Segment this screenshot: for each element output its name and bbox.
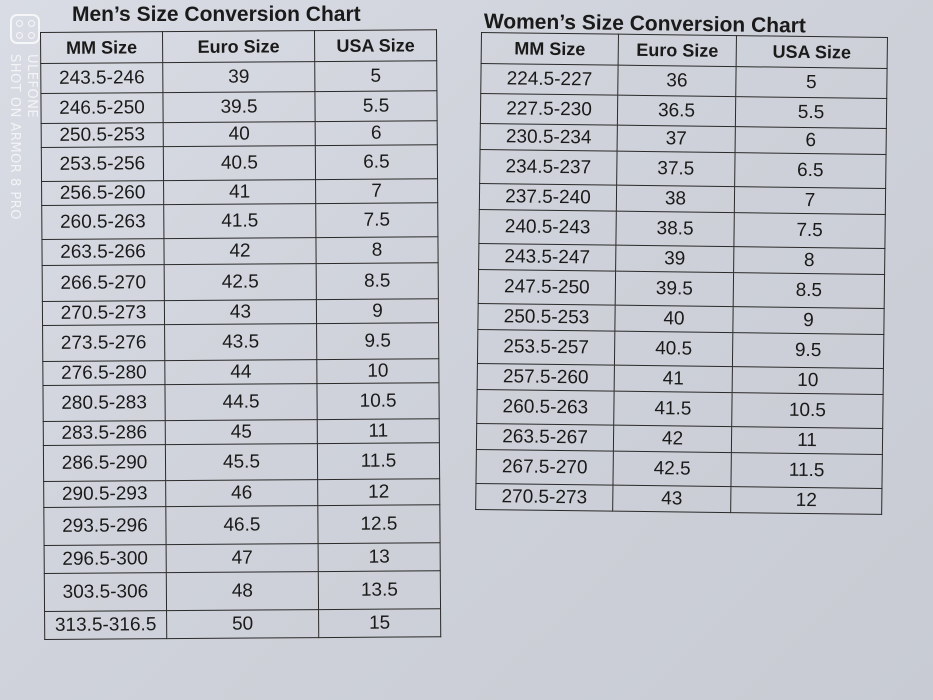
cell-mm: 257.5-260	[477, 363, 614, 391]
table-row	[480, 94, 886, 129]
cell-mm: 267.5-270	[476, 449, 613, 485]
cell-mm: 260.5-263	[477, 389, 614, 425]
cell-mm: 276.5-280	[43, 361, 165, 386]
watermark-line2: SHOT ON ARMOR 8 PRO	[7, 54, 22, 220]
table-row	[479, 209, 885, 248]
cell-mm: 270.5-273	[476, 483, 613, 511]
table-row	[44, 479, 440, 508]
cell-euro: 44.5	[165, 384, 317, 421]
cell-euro: 43	[613, 485, 731, 512]
cell-euro: 42.5	[613, 451, 731, 486]
cell-usa: 10	[317, 359, 439, 384]
cell-euro: 45	[165, 420, 317, 445]
table-row	[45, 609, 441, 640]
table-header-row	[41, 30, 437, 64]
cell-usa: 11.5	[731, 453, 882, 489]
cell-mm: 313.5-316.5	[45, 611, 167, 640]
cell-usa: 8.5	[316, 263, 438, 300]
cell-usa: 10	[732, 367, 883, 395]
cell-usa: 12	[731, 487, 882, 515]
cell-mm: 260.5-263	[42, 205, 164, 240]
cell-euro: 37	[617, 125, 735, 152]
cell-usa: 13.5	[318, 571, 440, 610]
camera-watermark	[4, 14, 44, 264]
cell-mm: 253.5-256	[41, 147, 163, 182]
cell-usa: 8	[734, 247, 885, 275]
cell-euro: 41.5	[164, 204, 316, 239]
cell-usa: 6.5	[315, 145, 437, 180]
cell-euro: 42	[164, 238, 316, 265]
cell-mm: 227.5-230	[480, 94, 617, 126]
cell-usa: 11	[317, 419, 439, 444]
column-header-euro: Euro Size	[618, 34, 736, 66]
cell-mm: 263.5-266	[42, 239, 164, 266]
cell-euro: 41	[614, 365, 732, 392]
cell-euro: 45.5	[165, 444, 317, 481]
men-size-table	[40, 29, 441, 640]
cell-usa: 6	[735, 127, 886, 155]
cell-euro: 39.5	[163, 92, 315, 123]
watermark-line1: ULEFONE	[24, 54, 39, 119]
cell-euro: 41	[164, 180, 316, 205]
cell-euro: 44	[165, 360, 317, 385]
cell-usa: 12.5	[318, 505, 440, 544]
cell-usa: 6	[315, 121, 437, 146]
cell-mm: 283.5-286	[43, 421, 165, 446]
cell-usa: 10.5	[317, 383, 439, 420]
column-header-mm: MM Size	[41, 32, 163, 64]
cell-euro: 50	[167, 610, 319, 639]
cell-usa: 6.5	[735, 153, 886, 189]
cell-usa: 9.5	[317, 323, 439, 360]
cell-usa: 11	[731, 427, 882, 455]
column-header-usa: USA Size	[736, 36, 887, 69]
cell-mm: 270.5-273	[42, 301, 164, 326]
column-header-mm: MM Size	[481, 33, 618, 66]
cell-euro: 46.5	[166, 506, 318, 545]
cell-euro: 42	[613, 425, 731, 452]
cell-mm: 246.5-250	[41, 93, 163, 124]
cell-mm: 263.5-267	[476, 423, 613, 451]
table-row	[44, 505, 440, 546]
cell-mm: 250.5-253	[478, 303, 615, 331]
cell-usa: 5.5	[735, 97, 886, 129]
cell-usa: 9	[733, 307, 884, 335]
table-row	[41, 61, 437, 94]
cell-euro: 48	[166, 572, 318, 611]
cell-mm: 240.5-243	[479, 209, 616, 245]
table-row	[42, 179, 438, 206]
cell-mm: 237.5-240	[479, 183, 616, 211]
table-row	[41, 121, 437, 148]
women-size-table	[475, 32, 888, 515]
cell-usa: 5	[736, 67, 887, 99]
cell-mm: 266.5-270	[42, 265, 164, 302]
cell-euro: 42.5	[164, 264, 316, 301]
cell-usa: 7	[734, 187, 885, 215]
cell-euro: 39	[616, 245, 734, 272]
cell-euro: 40.5	[614, 331, 732, 366]
cell-euro: 41.5	[614, 391, 732, 426]
table-row	[43, 359, 439, 386]
table-row	[44, 571, 440, 612]
cell-euro: 46	[166, 480, 318, 507]
cell-mm: 290.5-293	[44, 481, 166, 508]
cell-mm: 247.5-250	[478, 269, 615, 305]
cell-euro: 36.5	[617, 95, 735, 126]
cell-mm: 243.5-246	[41, 63, 163, 94]
cell-euro: 38	[616, 185, 734, 212]
table-row	[43, 443, 439, 482]
cell-usa: 12	[318, 479, 440, 506]
table-row	[42, 203, 438, 240]
cell-usa: 11.5	[317, 443, 439, 480]
table-row	[478, 269, 884, 308]
cell-euro: 47	[166, 544, 318, 573]
cell-usa: 13	[318, 543, 440, 572]
cell-euro: 39.5	[615, 271, 733, 306]
cell-mm: 273.5-276	[43, 325, 165, 362]
table-row	[41, 145, 437, 182]
column-header-usa: USA Size	[314, 30, 436, 62]
table-row	[43, 419, 439, 446]
cell-mm: 224.5-227	[481, 64, 618, 96]
cell-mm: 293.5-296	[44, 507, 166, 546]
table-row	[42, 299, 438, 326]
cell-mm: 230.5-234	[480, 123, 617, 151]
cell-mm: 253.5-257	[477, 329, 614, 365]
cell-mm: 256.5-260	[42, 181, 164, 206]
table-row	[43, 383, 439, 422]
table-row	[44, 543, 440, 574]
cell-usa: 8.5	[733, 273, 884, 309]
table-row	[42, 237, 438, 266]
cell-usa: 7.5	[734, 213, 885, 249]
cell-mm: 234.5-237	[480, 149, 617, 185]
table-row	[481, 64, 887, 99]
table-row	[477, 329, 883, 368]
cell-usa: 15	[319, 609, 441, 638]
cell-euro: 39	[163, 62, 315, 93]
table-row	[42, 263, 438, 302]
cell-euro: 37.5	[617, 151, 735, 186]
cell-euro: 40.5	[163, 146, 315, 181]
table-row	[476, 483, 882, 514]
table-row	[43, 323, 439, 362]
table-row	[41, 91, 437, 124]
women-chart-title: Women’s Size Conversion Chart	[483, 10, 807, 38]
cell-euro: 43	[164, 300, 316, 325]
cell-usa: 8	[316, 237, 438, 264]
cell-euro: 36	[618, 65, 736, 96]
cell-mm: 280.5-283	[43, 385, 165, 422]
cell-euro: 38.5	[616, 211, 734, 246]
cell-usa: 10.5	[732, 393, 883, 429]
cell-mm: 243.5-247	[479, 243, 616, 271]
column-header-euro: Euro Size	[163, 31, 315, 63]
cell-usa: 7.5	[316, 203, 438, 238]
table-row	[476, 449, 882, 488]
cell-usa: 9.5	[732, 333, 883, 369]
cell-mm: 250.5-253	[41, 123, 163, 148]
cell-euro: 40	[163, 122, 315, 147]
watermark-text	[6, 54, 40, 220]
cell-mm: 286.5-290	[43, 445, 165, 482]
men-chart-title: Men’s Size Conversion Chart	[72, 3, 361, 26]
cell-euro: 43.5	[165, 324, 317, 361]
cell-usa: 9	[316, 299, 438, 324]
cell-usa: 5.5	[315, 91, 437, 122]
cell-euro: 40	[615, 305, 733, 332]
cell-usa: 5	[315, 61, 437, 92]
table-header-row	[481, 33, 887, 69]
table-row	[480, 149, 886, 188]
table-row	[477, 389, 883, 428]
camera-icon	[10, 14, 40, 44]
cell-mm: 303.5-306	[44, 573, 166, 612]
cell-usa: 7	[316, 179, 438, 204]
cell-mm: 296.5-300	[44, 545, 166, 574]
